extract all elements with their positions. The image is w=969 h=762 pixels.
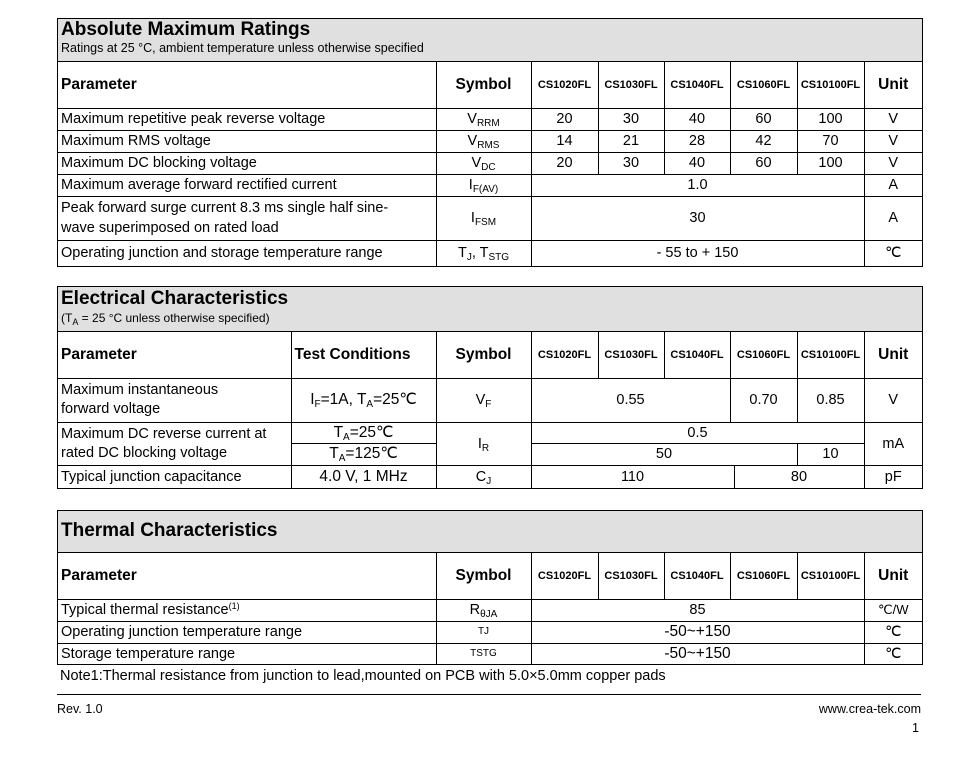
- symbol-cell: $I_R$: [436, 422, 531, 465]
- table-row: [58, 378, 922, 422]
- condition-cell: $T_A=125℃$: [291, 443, 436, 465]
- value-cell: 110: [532, 466, 735, 488]
- elec-part-5: CS10100FL: [797, 332, 864, 378]
- abs-symbol-header: Symbol: [436, 62, 531, 108]
- abs-part-5: CS10100FL: [797, 62, 864, 108]
- table-row: [58, 643, 922, 664]
- table-row: [58, 240, 922, 266]
- param-cell: Typical junction capacitance: [58, 465, 291, 488]
- value-cell: 1.0: [531, 174, 864, 196]
- symbol-cell: $I_{F(AV)}$: [436, 174, 531, 196]
- param-cell: Operating junction and storage temperature range: [58, 240, 436, 266]
- footer-rule: [57, 694, 921, 695]
- value-cell: 0.55: [531, 378, 730, 422]
- therm-header: [58, 511, 922, 553]
- unit-cell: ℃: [864, 643, 922, 664]
- value-cell: 70: [797, 130, 864, 152]
- value-cell: -50~+150: [531, 643, 864, 664]
- table-row: [58, 465, 922, 488]
- param-cell: Maximum RMS voltage: [58, 130, 436, 152]
- elec-part-3: CS1040FL: [664, 332, 730, 378]
- revision-label: Rev. 1.0: [57, 702, 103, 716]
- elec-table: [58, 332, 922, 488]
- param-cell: Peak forward surge current 8.3 ms single half sine- wave superimposed on rated load: [58, 196, 436, 240]
- value-cell: 42: [730, 130, 797, 152]
- page-number: 1: [912, 721, 919, 735]
- abs-table: [58, 62, 922, 266]
- condition-cell: $I_F=1A$, $T_A=25℃$: [291, 378, 436, 422]
- elec-part-2: CS1030FL: [598, 332, 664, 378]
- table-row: [58, 152, 922, 174]
- symbol-cell: TSTG: [436, 643, 531, 664]
- condition-cell: $T_A=25℃$: [291, 422, 436, 443]
- symbol-cell: $C_J$: [436, 465, 531, 488]
- cj-values-cell: [531, 465, 864, 488]
- table-row: [58, 599, 922, 621]
- symbol-cell: TJ: [436, 621, 531, 643]
- absolute-maximum-ratings-section: [57, 18, 923, 267]
- param-cell: Operating junction temperature range: [58, 621, 436, 643]
- abs-part-1: CS1020FL: [531, 62, 598, 108]
- value-cell: 0.5: [531, 422, 864, 443]
- unit-cell: pF: [864, 465, 922, 488]
- abs-part-2: CS1030FL: [598, 62, 664, 108]
- value-cell: 100: [797, 152, 864, 174]
- value-cell: 40: [664, 108, 730, 130]
- value-cell: -50~+150: [531, 621, 864, 643]
- abs-header-row: [58, 62, 922, 108]
- value-cell: 50: [531, 443, 797, 465]
- therm-part-1: CS1020FL: [531, 553, 598, 599]
- therm-part-4: CS1060FL: [730, 553, 797, 599]
- unit-cell: V: [864, 378, 922, 422]
- value-cell: 10: [797, 443, 864, 465]
- value-cell: 20: [531, 108, 598, 130]
- unit-cell: V: [864, 152, 922, 174]
- param-cell: Typical thermal resistance$^{(1)}$: [58, 599, 436, 621]
- value-cell: 14: [531, 130, 598, 152]
- unit-cell: mA: [864, 422, 922, 465]
- condition-cell: 4.0 V, 1 MHz: [291, 465, 436, 488]
- therm-table: [58, 553, 922, 664]
- param-cell: Maximum DC reverse current at rated DC blocking voltage: [58, 422, 291, 465]
- value-cell: 60: [730, 152, 797, 174]
- value-cell: 80: [790, 468, 808, 485]
- symbol-cell: $V_{DC}$: [436, 152, 531, 174]
- param-cell: Maximum average forward rectified current: [58, 174, 436, 196]
- unit-cell: V: [864, 108, 922, 130]
- symbol-cell: $V_{RMS}$: [436, 130, 531, 152]
- table-row: [58, 621, 922, 643]
- therm-header-row: [58, 553, 922, 599]
- value-cell: 100: [797, 108, 864, 130]
- value-cell: 30: [598, 152, 664, 174]
- elec-unit-header: Unit: [864, 332, 922, 378]
- abs-unit-header: Unit: [864, 62, 922, 108]
- therm-part-2: CS1030FL: [598, 553, 664, 599]
- elec-header-row: [58, 332, 922, 378]
- unit-cell: ℃/W: [864, 599, 922, 621]
- value-cell: 0.85: [797, 378, 864, 422]
- abs-header: [58, 19, 922, 62]
- symbol-cell: $R_{\theta JA}$: [436, 599, 531, 621]
- value-cell: 30: [531, 196, 864, 240]
- unit-cell: ℃: [864, 621, 922, 643]
- therm-symbol-header: Symbol: [436, 553, 531, 599]
- table-row: [58, 108, 922, 130]
- elec-symbol-header: Symbol: [436, 332, 531, 378]
- abs-subtitle: Ratings at 25 °C, ambient temperature unless otherwise specified: [61, 41, 424, 55]
- unit-cell: A: [864, 196, 922, 240]
- symbol-cell: $I_{FSM}$: [436, 196, 531, 240]
- symbol-cell: $V_{RRM}$: [436, 108, 531, 130]
- thermal-note: Note1:Thermal resistance from junction to lead,mounted on PCB with 5.0×5.0mm copper pads: [60, 668, 666, 684]
- unit-cell: V: [864, 130, 922, 152]
- symbol-cell: $T_J$, $T_{STG}$: [436, 240, 531, 266]
- table-row: [58, 422, 922, 443]
- param-cell: Maximum repetitive peak reverse voltage: [58, 108, 436, 130]
- therm-param-header: Parameter: [58, 553, 436, 599]
- electrical-characteristics-section: [57, 286, 923, 489]
- value-cell: 30: [598, 108, 664, 130]
- elec-part-1: CS1020FL: [531, 332, 598, 378]
- therm-title: Thermal Characteristics: [61, 520, 278, 541]
- table-row: [58, 130, 922, 152]
- therm-part-5: CS10100FL: [797, 553, 864, 599]
- value-cell: 20: [531, 152, 598, 174]
- elec-title: Electrical Characteristics: [61, 288, 289, 309]
- elec-subtitle: ($T_A = 25$ °C unless otherwise specified): [61, 311, 270, 327]
- elec-header: [58, 287, 922, 332]
- value-cell: 0.70: [730, 378, 797, 422]
- param-cell: Maximum DC blocking voltage: [58, 152, 436, 174]
- elec-param-header: Parameter: [58, 332, 291, 378]
- value-cell: 28: [664, 130, 730, 152]
- website-label: www.crea-tek.com: [818, 702, 921, 716]
- unit-cell: ℃: [864, 240, 922, 266]
- abs-title: Absolute Maximum Ratings: [61, 19, 311, 40]
- value-cell: 21: [598, 130, 664, 152]
- therm-part-3: CS1040FL: [664, 553, 730, 599]
- abs-part-4: CS1060FL: [730, 62, 797, 108]
- value-cell: 40: [664, 152, 730, 174]
- elec-part-4: CS1060FL: [730, 332, 797, 378]
- table-row: [58, 174, 922, 196]
- therm-unit-header: Unit: [864, 553, 922, 599]
- value-cell: 85: [531, 599, 864, 621]
- param-cell: Storage temperature range: [58, 643, 436, 664]
- elec-test-header: Test Conditions: [291, 332, 436, 378]
- table-row: [58, 196, 922, 240]
- param-cell: Maximum instantaneous forward voltage: [58, 378, 291, 422]
- abs-part-3: CS1040FL: [664, 62, 730, 108]
- unit-cell: A: [864, 174, 922, 196]
- value-cell: - 55 to + 150: [531, 240, 864, 266]
- value-cell: 60: [730, 108, 797, 130]
- thermal-characteristics-section: [57, 510, 923, 665]
- symbol-cell: $V_F$: [436, 378, 531, 422]
- abs-param-header: Parameter: [58, 62, 436, 108]
